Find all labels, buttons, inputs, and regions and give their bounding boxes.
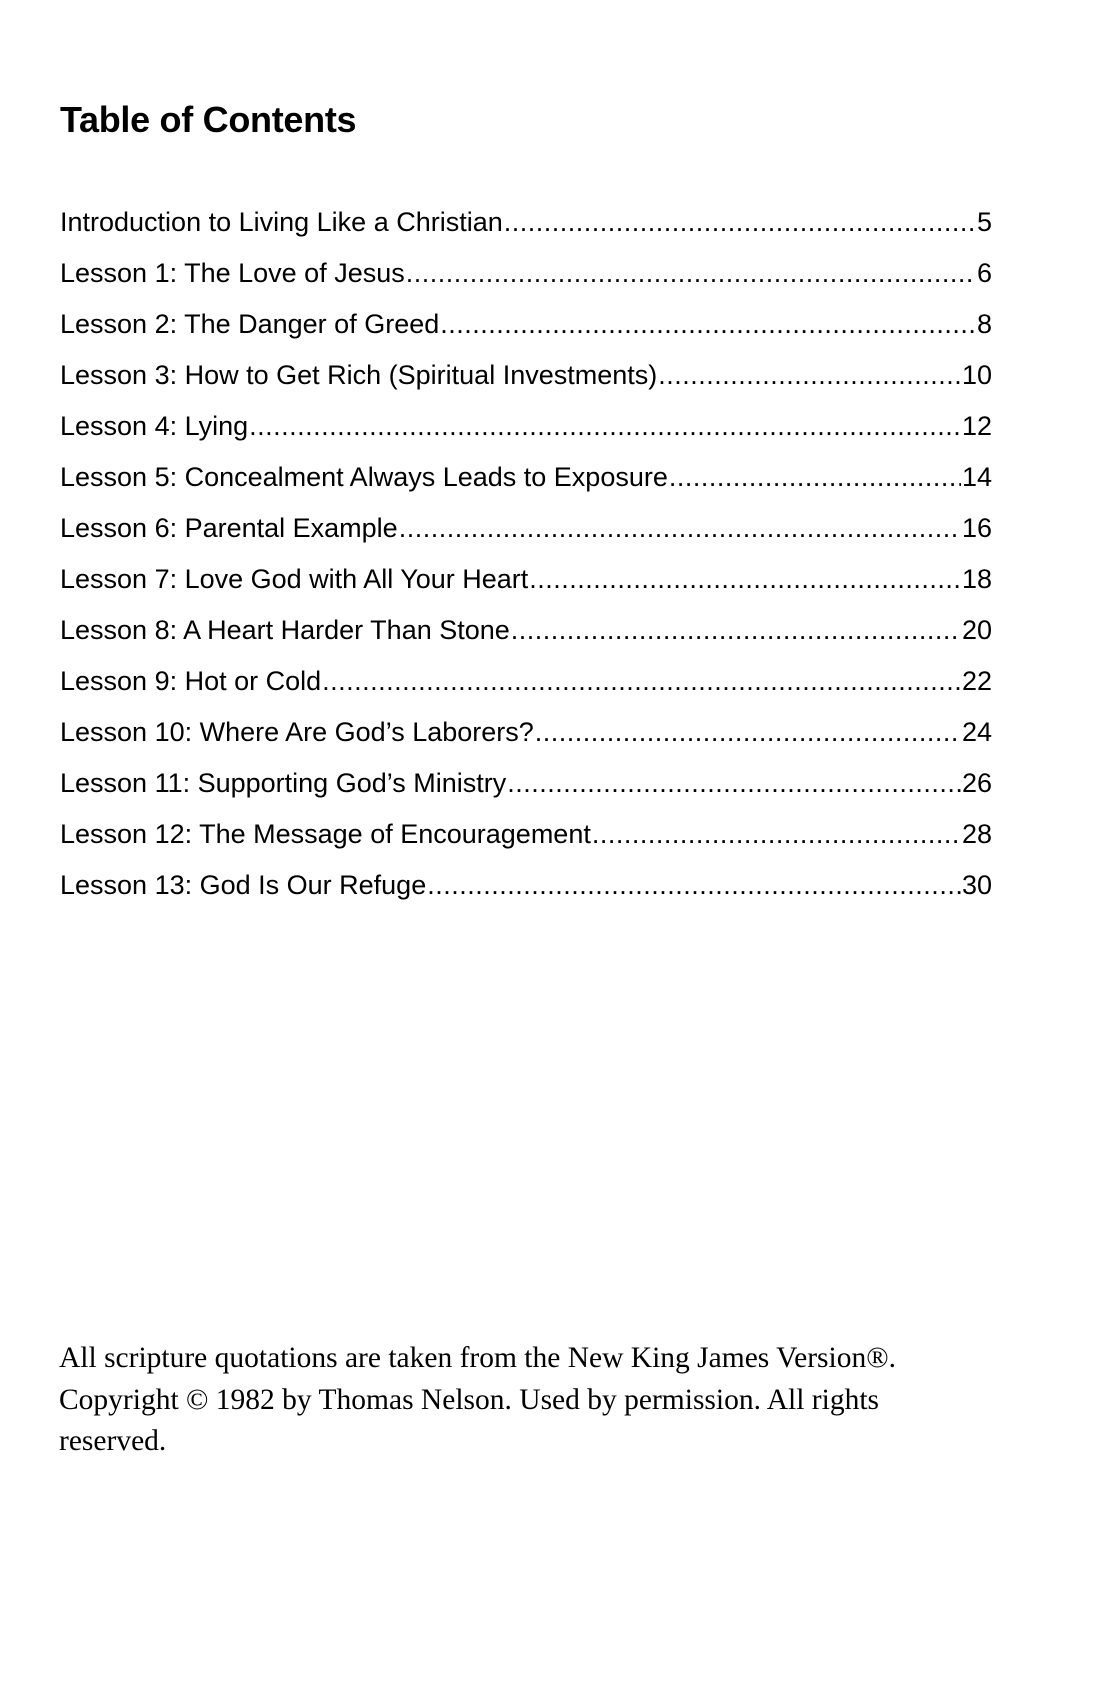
toc-entry-page: 5 <box>976 207 992 237</box>
toc-entry-page: 22 <box>961 666 992 696</box>
toc-entry-label: Lesson 8: A Heart Harder Than Stone <box>60 615 510 645</box>
toc-entry-label: Lesson 1: The Love of Jesus <box>60 258 405 288</box>
dot-leader <box>427 865 961 905</box>
copyright-notice: All scripture quotations are taken from the New King James Version®. Copyright © 1982 by Thomas Nelson. Used by permission. All rights reserved. <box>59 1342 897 1457</box>
toc-entry[interactable] <box>60 763 992 814</box>
dot-leader <box>529 559 961 599</box>
dot-leader <box>504 202 976 242</box>
toc-entry-label: Lesson 11: Supporting God’s Ministry <box>60 768 507 798</box>
toc-list <box>60 202 992 916</box>
dot-leader <box>406 253 976 293</box>
dot-leader <box>399 508 961 548</box>
dot-leader <box>322 661 961 701</box>
dot-leader <box>249 406 961 446</box>
toc-entry[interactable] <box>60 457 992 508</box>
toc-entry[interactable] <box>60 304 992 355</box>
dot-leader <box>669 457 961 497</box>
toc-entry[interactable] <box>60 610 992 661</box>
toc-entry-label: Lesson 7: Love God with All Your Heart <box>60 564 529 594</box>
dot-leader <box>440 304 976 344</box>
toc-entry-label: Lesson 6: Parental Example <box>60 513 398 543</box>
toc-entry[interactable] <box>60 253 992 304</box>
toc-entry[interactable] <box>60 355 992 406</box>
toc-entry[interactable] <box>60 559 992 610</box>
toc-entry-page: 6 <box>976 258 992 288</box>
dot-leader <box>507 763 961 803</box>
dot-leader <box>592 814 961 854</box>
toc-entry[interactable] <box>60 865 992 916</box>
toc-entry[interactable] <box>60 406 992 457</box>
toc-entry[interactable] <box>60 814 992 865</box>
dot-leader <box>658 355 961 395</box>
toc-entry-label: Lesson 4: Lying <box>60 411 249 441</box>
toc-entry-page: 30 <box>961 870 992 900</box>
toc-entry-label: Lesson 13: God Is Our Refuge <box>60 870 427 900</box>
toc-entry-page: 16 <box>961 513 992 543</box>
toc-entry-label: Lesson 9: Hot or Cold <box>60 666 322 696</box>
dot-leader <box>511 610 961 650</box>
toc-entry[interactable] <box>60 661 992 712</box>
toc-entry-page: 8 <box>976 309 992 339</box>
toc-entry-label: Lesson 3: How to Get Rich (Spiritual Investments) <box>60 360 658 390</box>
toc-entry-page: 24 <box>961 717 992 747</box>
toc-entry-page: 20 <box>961 615 992 645</box>
toc-entry-page: 12 <box>961 411 992 441</box>
toc-entry[interactable] <box>60 712 992 763</box>
toc-entry-label: Lesson 2: The Danger of Greed <box>60 309 440 339</box>
toc-entry-label: Lesson 10: Where Are God’s Laborers? <box>60 717 534 747</box>
toc-entry-page: 14 <box>961 462 992 492</box>
toc-entry-page: 18 <box>961 564 992 594</box>
toc-entry-page: 10 <box>961 360 992 390</box>
toc-entry-page: 26 <box>961 768 992 798</box>
toc-entry-label: Lesson 5: Concealment Always Leads to Exposure <box>60 462 668 492</box>
toc-entry-label: Introduction to Living Like a Christian <box>60 207 503 237</box>
dot-leader <box>535 712 961 752</box>
toc-entry-label: Lesson 12: The Message of Encouragement <box>60 819 591 849</box>
toc-entry[interactable] <box>60 202 992 253</box>
toc-title: Table of Contents <box>60 99 357 140</box>
toc-entry-page: 28 <box>961 819 992 849</box>
toc-entry[interactable] <box>60 508 992 559</box>
